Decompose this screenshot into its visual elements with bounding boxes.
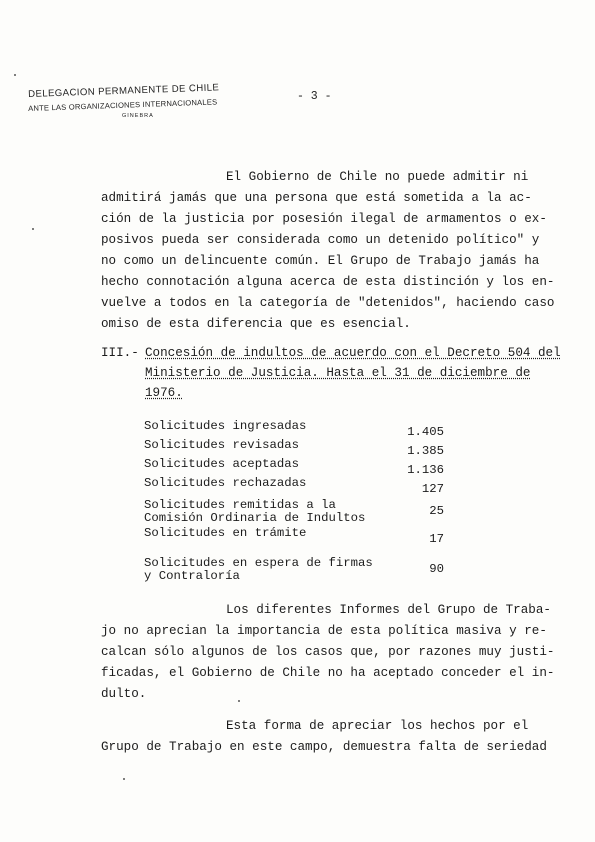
paragraph-line: no como un delincuente común. El Grupo de Trabajo jamás ha <box>101 254 540 268</box>
row-label: Solicitudes ingresadas <box>144 419 307 433</box>
section-number: III.- <box>101 346 139 360</box>
section-title-line: 1976. <box>145 386 183 400</box>
scan-speck <box>14 74 16 76</box>
paragraph-line: admitirá jamás que una persona que está sometida a la ac- <box>101 191 532 205</box>
scan-speck <box>238 700 240 702</box>
paragraph-line: calcan sólo algunos de los casos que, por razones muy justi- <box>101 645 555 659</box>
table-row <box>144 527 444 546</box>
row-value: 17 <box>429 532 444 546</box>
paragraph-line: ción de la justicia por posesión ilegal de armamentos o ex- <box>101 212 547 226</box>
paragraph-3 <box>101 716 547 758</box>
paragraph-line: ficadas, el Gobierno de Chile no ha aceptado conceder el in- <box>101 666 555 680</box>
paragraph-1 <box>101 167 554 335</box>
row-value: 1.385 <box>407 444 444 458</box>
row-label: Solicitudes en espera de firmas <box>144 556 373 570</box>
page-number: - 3 - <box>297 90 332 103</box>
letterhead-line-1: DELEGACION PERMANENTE DE CHILE <box>28 82 220 100</box>
row-label: y Contraloría <box>144 569 240 583</box>
table-row <box>144 477 444 496</box>
row-label: Comisión Ordinaria de Indultos <box>144 511 366 525</box>
table-row <box>144 439 444 458</box>
row-label: Solicitudes rechazadas <box>144 476 307 490</box>
letterhead-line-2: ANTE LAS ORGANIZACIONES INTERNACIONALES <box>28 97 218 113</box>
paragraph-line: omiso de esta diferencia que es esencial. <box>101 317 411 331</box>
table-row <box>144 556 444 583</box>
statistics-table <box>144 419 444 583</box>
paragraph-line: dulto. <box>101 687 147 701</box>
scan-speck <box>32 228 34 230</box>
row-value: 127 <box>421 482 444 496</box>
row-label: Solicitudes en trámite <box>144 526 307 540</box>
row-label: Solicitudes aceptadas <box>144 457 299 471</box>
row-value: 1.405 <box>407 425 444 439</box>
table-row <box>144 458 444 477</box>
letterhead-city: GINEBRA <box>122 113 154 119</box>
section-title <box>145 343 561 403</box>
paragraph-2 <box>101 600 554 705</box>
table-row <box>144 498 444 525</box>
row-value: 25 <box>429 504 444 518</box>
paragraph-line: posivos pueda ser considerada como un detenido político" y <box>101 233 540 247</box>
row-value: 1.136 <box>407 463 444 477</box>
row-value: 90 <box>429 562 444 576</box>
paragraph-line: vuelve a todos en la categoría de "detenidos", haciendo caso <box>101 296 555 310</box>
paragraph-line: Los diferentes Informes del Grupo de Traba- <box>226 603 551 617</box>
paragraph-line: Esta forma de apreciar los hechos por el <box>226 719 529 733</box>
paragraph-line: Grupo de Trabajo en este campo, demuestra falta de seriedad <box>101 740 547 754</box>
paragraph-line: El Gobierno de Chile no puede admitir ni <box>226 170 529 184</box>
paragraph-line: hecho connotación alguna acerca de esta distinción y los en- <box>101 275 555 289</box>
row-label: Solicitudes remitidas a la <box>144 498 336 512</box>
paragraph-line: jo no aprecian la importancia de esta política masiva y re- <box>101 624 547 638</box>
section-title-line: Concesión de indultos de acuerdo con el Decreto 504 del <box>145 346 561 360</box>
row-label: Solicitudes revisadas <box>144 438 299 452</box>
section-title-line: Ministerio de Justicia. Hasta el 31 de diciembre de <box>145 366 531 380</box>
scan-speck <box>123 778 125 780</box>
table-row <box>144 420 444 439</box>
